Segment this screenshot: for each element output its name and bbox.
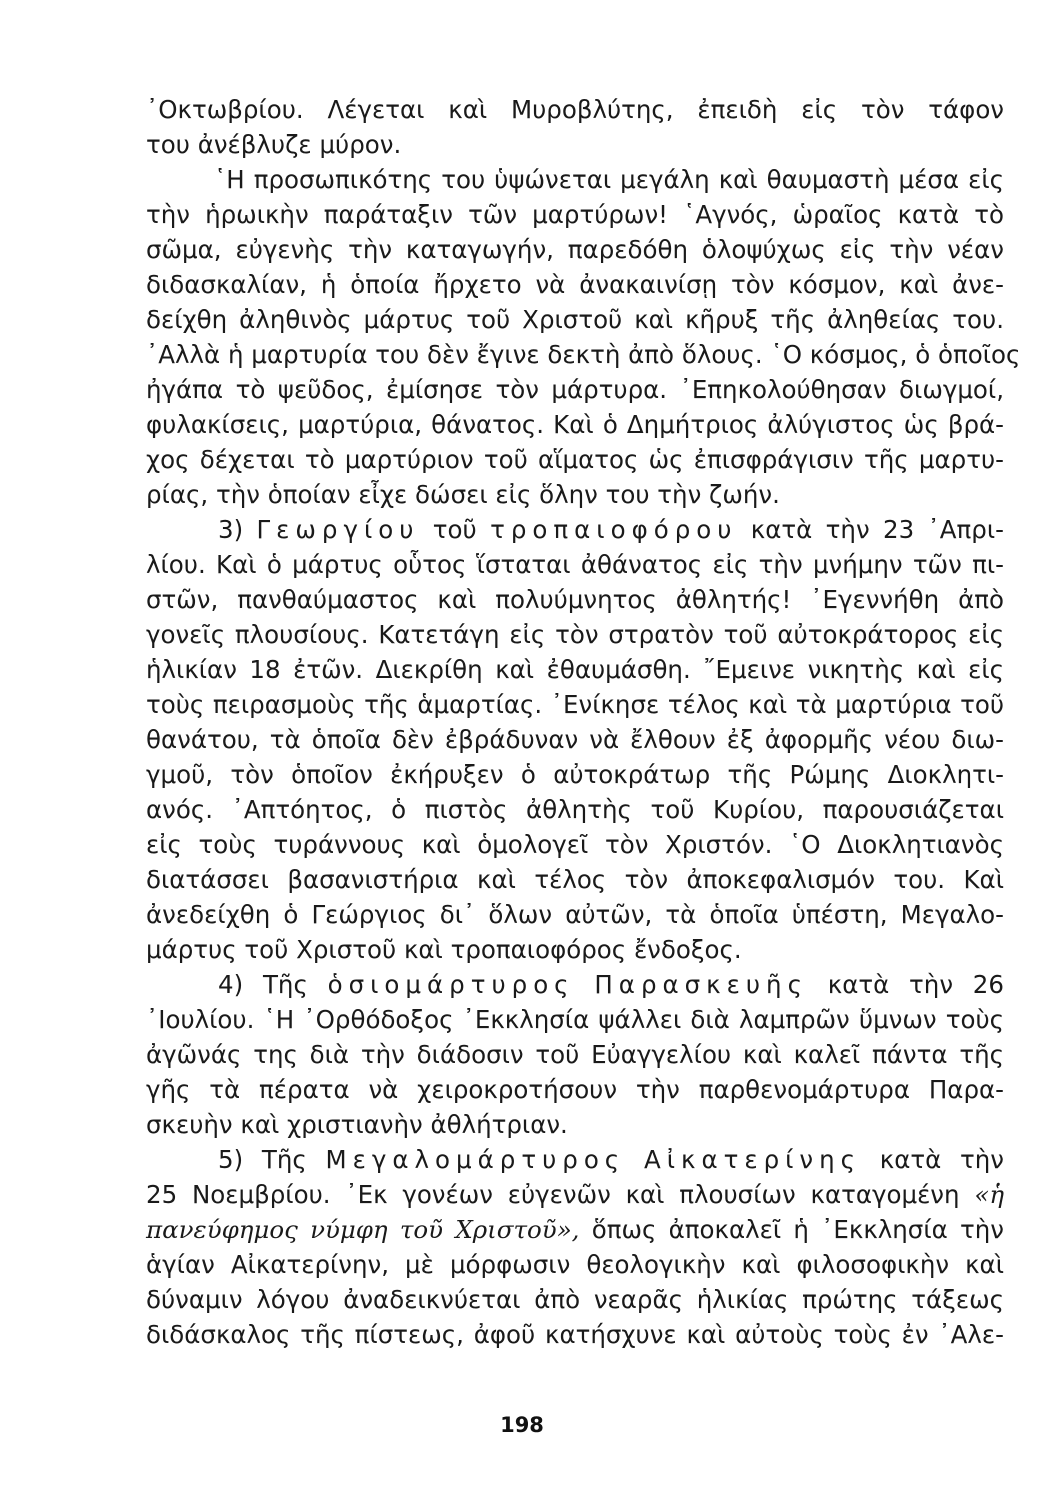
saint-title: ὁσιομάρτυρος — [327, 970, 575, 999]
text-line: γῆς τὰ πέρατα νὰ χειροκροτήσουν τὴν παρθενομάρτυρα Παρα- — [146, 1075, 1004, 1104]
section-heading-aikaterini — [146, 1142, 1004, 1177]
text-line: χος δέχεται τὸ μαρτύριον τοῦ αἵματος ὡς ἐπισφράγισιν τῆς μαρτυ- — [146, 445, 1004, 474]
text-fragment: κατὰ τὴν — [861, 1145, 1004, 1174]
text-fragment — [575, 970, 595, 999]
text-line: ἡλικίαν 18 ἐτῶν. Διεκρίθη καὶ ἐθαυμάσθη. ῎Εμεινε νικητὴς καὶ εἰς — [146, 655, 1004, 684]
text-line: μάρτυς τοῦ Χριστοῦ καὶ τροπαιοφόρος ἔνδοξος. — [146, 935, 742, 964]
saint-name: Γεωργίου — [256, 515, 420, 544]
section-number: 3) — [218, 515, 257, 544]
page-number: 198 — [500, 1413, 544, 1437]
text-line: ᾿Ιουλίου. ῾Η ᾿Ορθόδοξος ᾿Εκκλησία ψάλλει διὰ λαμπρῶν ὕμνων τοὺς — [146, 1005, 1004, 1034]
text-line: θανάτου, τὰ ὁποῖα δὲν ἐβράδυναν νὰ ἔλθουν ἐξ ἀφορμῆς νέου διω- — [146, 725, 1004, 754]
text-line: του ἀνέβλυζε μύρον. — [146, 130, 402, 159]
saint-name: Αἰκατερίνης — [643, 1145, 862, 1174]
text-line: ᾿Αλλὰ ἡ μαρτυρία του δὲν ἔγινε δεκτὴ ἀπὸ ὅλους. ῾Ο κόσμος, ὁ ὁποῖος — [146, 340, 1021, 369]
text-line: γονεῖς πλουσίους. Κατετάγη εἰς τὸν στρατὸν τοῦ αὐτοκράτορος εἰς — [146, 620, 1004, 649]
text-fragment — [625, 1145, 644, 1174]
section-heading-georgios — [146, 512, 1004, 547]
saint-name: Παρασκευῆς — [594, 970, 808, 999]
saint-title: Μεγαλομάρτυρος — [325, 1145, 626, 1174]
text-line — [146, 1177, 1004, 1212]
text-fragment: κατὰ τὴν 23 ᾿Απρι- — [737, 515, 1004, 544]
text-line: δείχθη ἀληθινὸς μάρτυς τοῦ Χριστοῦ καὶ κῆρυξ τῆς ἀληθείας του. — [146, 305, 1004, 334]
text-fragment: τοῦ — [419, 515, 491, 544]
text-line: ἀνεδείχθη ὁ Γεώργιος δι᾿ ὅλων αὐτῶν, τὰ ὁποῖα ὑπέστη, Μεγαλο- — [146, 900, 1004, 929]
text-line: τὴν ἡρωικὴν παράταξιν τῶν μαρτύρων! ῾Αγνός, ὡραῖος κατὰ τὸ — [146, 200, 1004, 229]
text-line: ἀγῶνάς της διὰ τὴν διάδοσιν τοῦ Εὐαγγελίου καὶ καλεῖ πάντα τῆς — [146, 1040, 1004, 1069]
text-line: διδάσκαλος τῆς πίστεως, ἀφοῦ κατήσχυνε καὶ αὐτοὺς τοὺς ἐν ᾿Αλε- — [146, 1320, 1004, 1349]
saint-epithet: τροπαιοφόρου — [490, 515, 738, 544]
text-fragment: κατὰ τὴν 26 — [807, 970, 1004, 999]
section-heading-paraskevi — [146, 967, 1004, 1002]
text-line: τοὺς πειρασμοὺς τῆς ἁμαρτίας. ᾿Ενίκησε τέλος καὶ τὰ μαρτύρια τοῦ — [146, 690, 1004, 719]
text-line: διατάσσει βασανιστήρια καὶ τέλος τὸν ἀποκεφαλισμόν του. Καὶ — [146, 865, 1004, 894]
text-line: εἰς τοὺς τυράννους καὶ ὁμολογεῖ τὸν Χριστόν. ῾Ο Διοκλητιανὸς — [146, 830, 1004, 859]
text-line: σκευὴν καὶ χριστιανὴν ἀθλήτριαν. — [146, 1110, 568, 1139]
quotation: πανεύφημος νύμφη τοῦ Χριστοῦ», — [146, 1215, 580, 1244]
text-line: διδασκαλίαν, ἡ ὁποία ἤρχετο νὰ ἀνακαινίσῃ τὸν κόσμον, καὶ ἀνε- — [146, 270, 1004, 299]
text-line: ανός. ᾿Απτόητος, ὁ πιστὸς ἀθλητὴς τοῦ Κυρίου, παρουσιάζεται — [146, 795, 1004, 824]
text-line: στῶν, πανθαύμαστος καὶ πολυύμνητος ἀθλητής! ᾿Εγεννήθη ἀπὸ — [146, 585, 1004, 614]
quotation: «ἡ — [974, 1180, 1004, 1209]
text-line: φυλακίσεις, μαρτύρια, θάνατος. Καὶ ὁ Δημήτριος ἀλύγιστος ὡς βρά- — [146, 410, 1004, 439]
text-line: δύναμιν λόγου ἀναδεικνύεται ἀπὸ νεαρᾶς ἡλικίας πρώτης τάξεως — [146, 1285, 1004, 1314]
section-number: 5) Τῆς — [218, 1145, 326, 1174]
text-line: σῶμα, εὐγενὴς τὴν καταγωγήν, παρεδόθη ὁλοψύχως εἰς τὴν νέαν — [146, 235, 1004, 264]
text-fragment: ὅπως ἀποκαλεῖ ἡ ᾿Εκκλησία τὴν — [579, 1215, 1004, 1244]
text-line: γμοῦ, τὸν ὁποῖον ἐκήρυξεν ὁ αὐτοκράτωρ τῆς Ρώμης Διοκλητι- — [146, 760, 1004, 789]
text-line: λίου. Καὶ ὁ μάρτυς οὗτος ἵσταται ἀθάνατος εἰς τὴν μνήμην τῶν πι- — [146, 550, 1004, 579]
text-line: ρίας, τὴν ὁποίαν εἶχε δώσει εἰς ὅλην του τὴν ζωήν. — [146, 480, 780, 509]
text-column — [146, 92, 1021, 1352]
text-line — [146, 1212, 1004, 1247]
text-line: ἁγίαν Αἰκατερίνην, μὲ μόρφωσιν θεολογικὴν καὶ φιλοσοφικὴν καὶ — [146, 1250, 1004, 1279]
text-line: ᾿Οκτωβρίου. Λέγεται καὶ Μυροβλύτης, ἐπειδὴ εἰς τὸν τάφον — [146, 95, 1004, 124]
text-fragment: 25 Νοεμβρίου. ᾿Εκ γονέων εὐγενῶν καὶ πλουσίων καταγομένη — [146, 1180, 975, 1209]
text-line: ἠγάπα τὸ ψεῦδος, ἐμίσησε τὸν μάρτυρα. ᾿Επηκολούθησαν διωγμοί, — [146, 375, 1004, 404]
text-line: ῾Η προσωπικότης του ὑψώνεται μεγάλη καὶ θαυμαστὴ μέσα εἰς — [214, 165, 1004, 194]
section-number: 4) Τῆς — [218, 970, 328, 999]
